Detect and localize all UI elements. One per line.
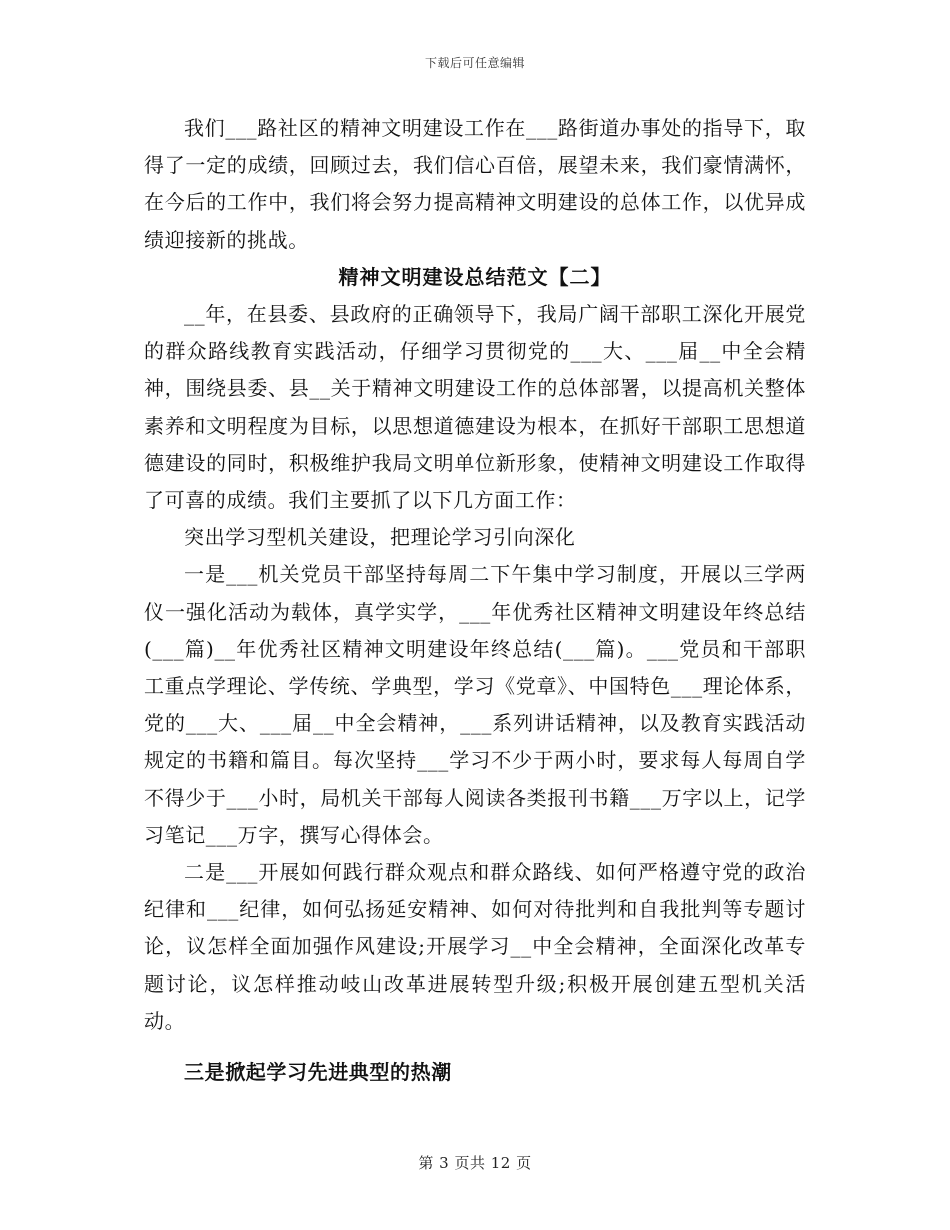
bold-heading-line: 三是掀起学习先进典型的热潮 [184,1060,452,1085]
paragraph-2: __年，在县委、县政府的正确领导下，我局广阔干部职工深化开展党的群众路线教育实践活动，仔细学习贯彻党的___大、___届__中全会精神，围绕县委、县__关于精神文明建设工作的总体部署，以提高机关整体素养和文明程度为目标，以思想道德建设为根本，在抓好干部职工思想道德建设的同时，积极维护我局文明单位新形象，使精神文明建设工作取得了可喜的成绩。我们主要抓了以下几方面工作： [144,302,806,513]
page-number: 第 3 页共 12 页 [418,1154,532,1172]
paragraph-4: 一是___机关党员干部坚持每周二下午集中学习制度，开展以三学两仪一强化活动为载体，真学实学，___年优秀社区精神文明建设年终总结(___篇)__年优秀社区精神文明建设年终总结(___篇)。___党员和干部职工重点学理论、学传统、学典型，学习《党章》、中国特色___理论体系，党的___大、___届__中全会精神，___系列讲话精神，以及教育实践活动规定的书籍和篇目。每次坚持___学习不少于两小时，要求每人每周自学不得少于___小时，局机关干部每人阅读各类报刊书籍___万字以上，记学习笔记___万字，撰写心得体会。 [144,562,806,847]
document-body [144,110,806,1091]
header-note: 下载后可任意编辑 [424,56,525,70]
paragraph-3: 突出学习型机关建设，把理论学习引向深化 [184,525,576,550]
section-title: 精神文明建设总结范文【二】 [338,264,612,289]
paragraph-1: 我们___路社区的精神文明建设工作在___路街道办事处的指导下，取得了一定的成绩，回顾过去，我们信心百倍，展望未来，我们豪情满怀，在今后的工作中，我们将会努力提高精神文明建设的总体工作，以优异成绩迎接新的挑战。 [144,116,806,252]
paragraph-5: 二是___开展如何践行群众观点和群众路线、如何严格遵守党的政治纪律和___纪律，如何弘扬延安精神、如何对待批判和自我批判等专题讨论，议怎样全面加强作风建设;开展学习__中全会精神，全面深化改革专题讨论，议怎样推动岐山改革进展转型升级;积极开展创建五型机关活动。 [144,860,806,1033]
